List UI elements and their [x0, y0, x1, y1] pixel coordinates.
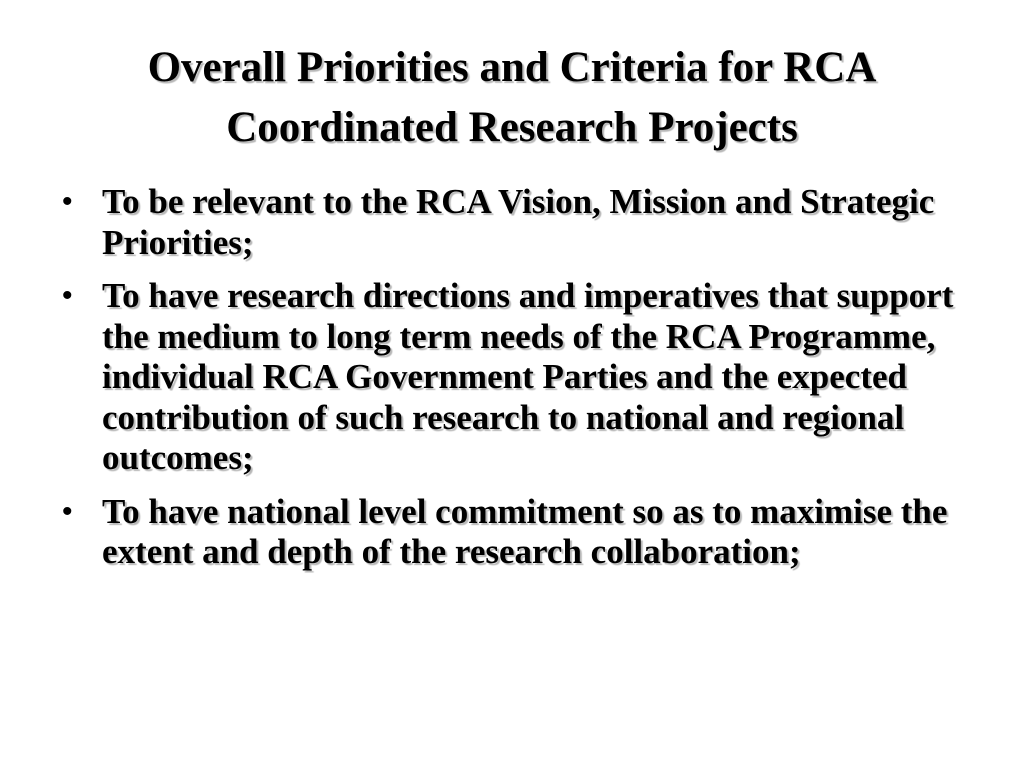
slide-title — [40, 38, 984, 158]
slide-title-line-1: Overall Priorities and Criteria for RCA — [147, 44, 877, 91]
bullet-list — [62, 182, 962, 586]
bullet-dot-icon: • — [62, 279, 73, 312]
slide-title-line-2: Coordinated Research Projects — [226, 104, 798, 151]
bullet-item-research-directions — [62, 276, 962, 479]
bullet-text: To be relevant to the RCA Vision, Mission and Strategic Priorities; — [102, 182, 935, 262]
bullet-text: To have national level commitment so as to maximise the extent and depth of the research collaboration; — [102, 491, 948, 571]
bullet-item-relevance — [62, 182, 962, 263]
bullet-text: To have research directions and imperatives that support the medium to long term needs of the RCA Programme, individual RCA Government Parties and the expected contribution of such research to national and regional outcomes; — [102, 276, 954, 477]
bullet-item-national-commitment — [62, 492, 962, 573]
bullet-dot-icon: • — [62, 494, 73, 528]
bullet-dot-icon: • — [62, 185, 73, 218]
